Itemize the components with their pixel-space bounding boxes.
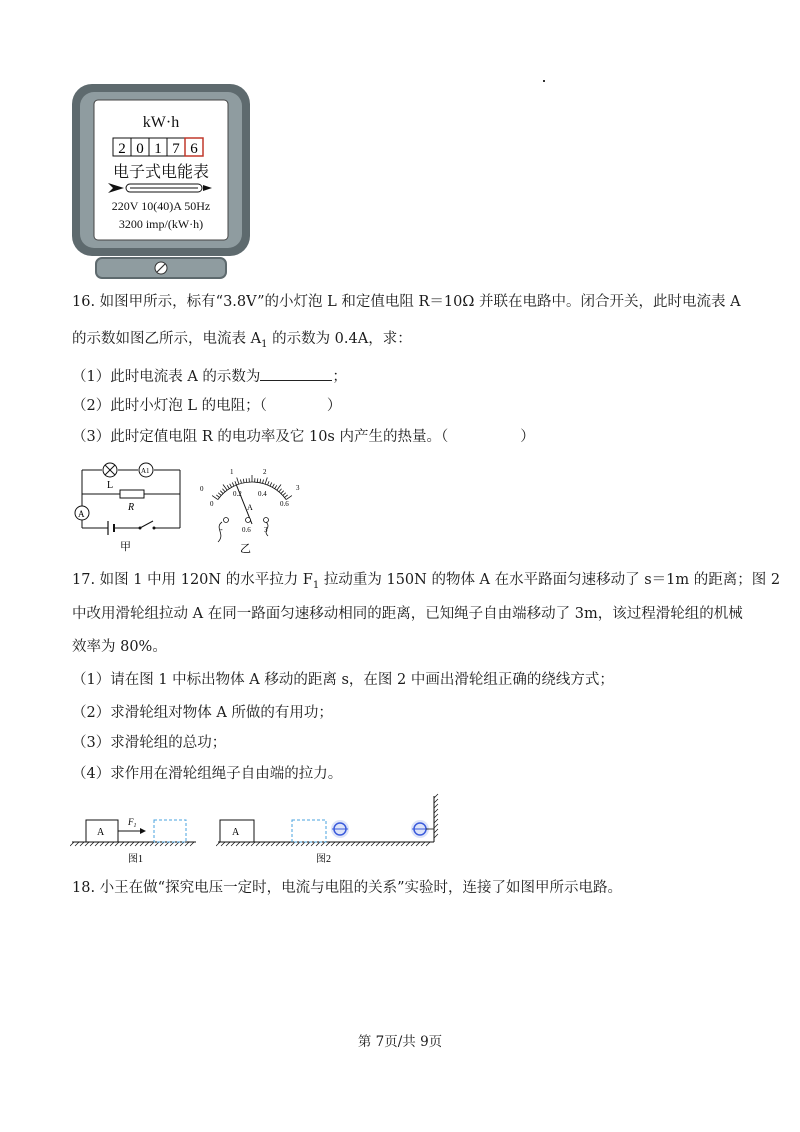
block-a-label: A [97, 827, 105, 838]
lamp-icon [103, 463, 117, 477]
circuit-caption: 甲 [120, 541, 131, 553]
wall-hatch [434, 794, 438, 838]
fig1-caption: 图1 [128, 854, 143, 865]
q16-part2: （2）此时小灯泡 L 的电阻；（ ） [72, 398, 342, 414]
meter-constant: 3200 imp/(kW·h) [118, 217, 204, 231]
q16-stem-line2: 的示数如图乙所示，电流表 $A_1$ 的示数为 0.4A，求： [72, 331, 412, 350]
dial-upper-max: 3 [296, 484, 300, 492]
dial-terminal-3: 3 [264, 526, 268, 534]
q17-figure-1 [70, 808, 200, 868]
meter-spec: 220V 10(40)A 50Hz [111, 199, 211, 213]
ammeter-a1-label: A1 [141, 467, 150, 475]
page-footer: 第 7页/共 9页 [357, 1034, 443, 1050]
dial-caption: 乙 [240, 543, 251, 555]
force-label: $F_1$ [128, 817, 137, 829]
q18-stem: 18. 小王在做“探究电压一定时，电流与电阻的关系”实验时，连接了如图甲所示电路。 [72, 880, 622, 896]
meter-digit-5: 6 [190, 141, 198, 157]
dial-lower-tick-1: 0.2 [233, 490, 242, 498]
resistor-label: R [128, 502, 135, 513]
dial-lower-tick-2: 0.4 [258, 490, 267, 498]
meter-digit-2: 0 [136, 141, 144, 157]
dial-terminal-neg: - [220, 525, 223, 534]
q17-stem-line3: 效率为 80%。 [72, 639, 167, 655]
stray-dot [543, 80, 545, 82]
dial-scale [212, 475, 292, 500]
dial-terminals [224, 518, 269, 523]
fig2-caption: 图2 [316, 854, 331, 865]
meter-unit: kW·h [142, 114, 180, 131]
q17-part3: （3）求滑轮组的总功； [72, 735, 227, 751]
q17-stem-line1: 17. 如图 1 中用 120N 的水平拉力 $F_1$ 拉动重为 150N 的物体 A 在水平路面匀速移动了 s＝1m 的距离；图 2 [72, 572, 781, 591]
meter-digit-3: 1 [154, 141, 162, 157]
dial-upper-tick-1: 1 [230, 468, 234, 476]
meter-digit-4: 7 [172, 141, 180, 157]
q16-stem-line1: 16. 如图甲所示，标有“3.8V”的小灯泡 L 和定值电阻 R＝10Ω 并联在电路中。闭合开关，此时电流表 A [72, 294, 741, 310]
battery-icon [108, 521, 114, 535]
switch-icon [139, 521, 156, 530]
q17-figure-2 [216, 792, 446, 868]
dial-unit: A [247, 503, 253, 512]
meter-digit-1: 2 [118, 141, 126, 157]
electric-meter-figure [70, 82, 255, 280]
ground-hatch [70, 842, 194, 846]
resistor-icon [120, 490, 144, 498]
ground-hatch-2 [216, 842, 430, 846]
block-a-2-label: A [232, 827, 240, 838]
dial-terminal-06: 0.6 [242, 526, 251, 534]
q16-part3: （3）此时定值电阻 R 的电功率及它 10s 内产生的热量。（ ） [72, 429, 535, 445]
meter-digit-boxes [113, 138, 203, 157]
q17-part1: （1）请在图 1 中标出物体 A 移动的距离 s，在图 2 中画出滑轮组正确的绕线方式； [72, 672, 614, 688]
q16-circuit-diagram [70, 458, 190, 554]
dial-upper-tick-2: 2 [263, 468, 267, 476]
dial-lower-tick-3: 0.6 [280, 500, 289, 508]
q16-answer-blank [260, 366, 332, 381]
dial-lower-tick-0: 0 [210, 500, 214, 508]
lamp-label: L [107, 480, 114, 491]
q16-part1: （1）此时电流表 A 的示数为 ； [72, 366, 347, 387]
dial-upper-zero: 0 [200, 485, 204, 493]
block-a-2-final-position [292, 820, 326, 842]
fixed-pulley-icon [411, 820, 434, 838]
ammeter-a-label: A [78, 509, 85, 519]
block-a-final-position [154, 820, 186, 842]
meter-screw-icon [155, 262, 167, 274]
meter-name: 电子式电能表 [112, 164, 210, 181]
movable-pulley-icon [331, 820, 349, 838]
q16-ammeter-dial [196, 462, 308, 556]
q17-stem-line2: 中改用滑轮组拉动 A 在同一路面匀速移动相同的距离，已知绳子自由端移动了 3m，该过程滑轮组的机械 [72, 606, 743, 622]
q17-part4: （4）求作用在滑轮组绳子自由端的拉力。 [72, 766, 343, 782]
q17-part2: （2）求滑轮组对物体 A 所做的有用功； [72, 705, 333, 721]
